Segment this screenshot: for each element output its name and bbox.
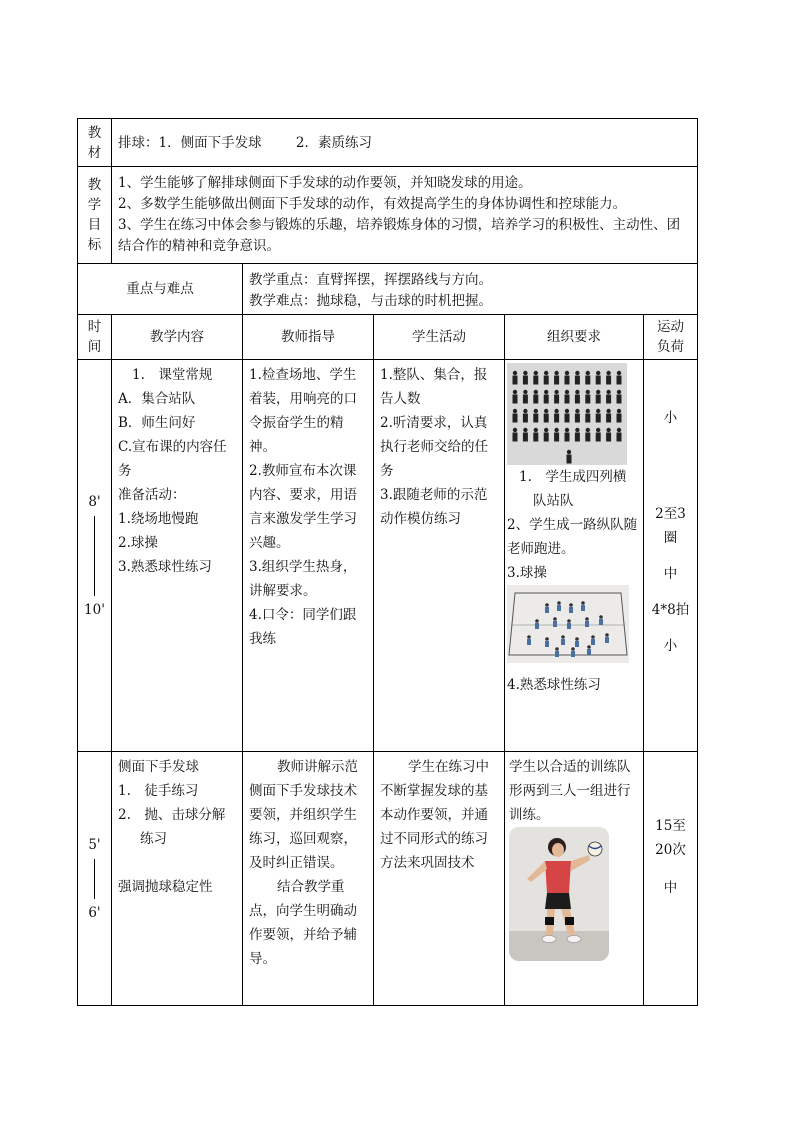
time-start: 5' xyxy=(88,836,101,853)
player-figure xyxy=(545,603,549,613)
header-time: 时 间 xyxy=(78,315,112,360)
student-figure xyxy=(585,371,590,385)
player-figure xyxy=(527,635,531,645)
student-figure xyxy=(513,390,518,404)
student-figure xyxy=(617,428,622,442)
organization-cell: 1. 学生成四列横队站队 2、学生成一路纵队随老师跑进。 3.球操 4.熟悉球性练习 xyxy=(505,360,644,752)
player-figure xyxy=(569,603,573,613)
student-figure xyxy=(513,428,518,442)
student-figure xyxy=(575,371,580,385)
organization-cell: 学生以合适的训练队形两到三人一组进行训练。 xyxy=(505,752,644,1006)
load-cell: 小 2至3圈 中 4*8拍 小 xyxy=(644,360,698,752)
ball-drill-image xyxy=(507,585,629,663)
teacher-cell: 教师讲解示范侧面下手发球技术要领，并组织学生练习，巡回观察，及时纠正错误。 结合教学重点，向学生明确动作要领，并给予辅导。 xyxy=(243,752,374,1006)
student-figure xyxy=(513,409,518,423)
student-figure xyxy=(606,390,611,404)
header-student: 学生活动 xyxy=(374,315,505,360)
header-organization: 组织要求 xyxy=(505,315,644,360)
student-figure xyxy=(554,371,559,385)
student-figure xyxy=(533,409,538,423)
player-figure xyxy=(555,647,559,657)
key-points-row xyxy=(78,264,698,315)
student-figure xyxy=(533,390,538,404)
student-figure xyxy=(606,409,611,423)
lesson-row-warmup xyxy=(78,360,698,752)
student-figure xyxy=(585,428,590,442)
student-figure xyxy=(533,371,538,385)
player-figure xyxy=(581,601,585,611)
content-cell: 侧面下手发球 1. 徒手练习 2. 抛、击球分解练习 强调抛球稳定性 xyxy=(112,752,243,1006)
student-figure xyxy=(575,428,580,442)
material-row xyxy=(78,119,698,167)
player-figure xyxy=(605,633,609,643)
header-teacher: 教师指导 xyxy=(243,315,374,360)
player-figure xyxy=(561,635,565,645)
student-figure xyxy=(596,428,601,442)
player-figure xyxy=(575,637,579,647)
student-figure xyxy=(596,371,601,385)
player-figure xyxy=(557,601,561,611)
student-figure xyxy=(554,409,559,423)
student-figure xyxy=(617,371,622,385)
teaching-focus: 教学重点：直臂挥摆，挥摆路线与方向。 xyxy=(249,271,492,288)
lesson-plan-table xyxy=(77,118,698,1006)
ball-drill-figure xyxy=(507,585,629,663)
student-figure xyxy=(523,390,528,404)
material-content: 排球：1．侧面下手发球 2．素质练习 xyxy=(112,119,698,167)
student-figure xyxy=(585,390,590,404)
student-figure xyxy=(565,409,570,423)
four-row-formation-figure xyxy=(507,363,627,465)
player-figure xyxy=(553,617,557,627)
player-figure xyxy=(591,635,595,645)
content-cell: 1. 课堂常规 A．集合站队 B．师生问好 C.宣布课的内容任务 准备活动： 1.绕场地慢跑 2.球操 3.熟悉球性练习 xyxy=(112,360,243,752)
student-figure xyxy=(585,409,590,423)
serve-demo-photo xyxy=(509,827,609,961)
time-divider xyxy=(94,516,95,596)
time-start: 8' xyxy=(88,493,101,510)
header-load: 运动 负荷 xyxy=(644,315,698,360)
student-figure xyxy=(617,409,622,423)
student-figure xyxy=(596,409,601,423)
volleyball-player-figure xyxy=(509,827,609,961)
student-cell: 学生在练习中不断掌握发球的基本动作要领，并通过不同形式的练习方法来巩固技术 xyxy=(374,752,505,1006)
objectives-row xyxy=(78,167,698,264)
time-divider xyxy=(94,859,95,899)
student-figure xyxy=(596,390,601,404)
time-end: 6' xyxy=(88,904,101,921)
objective-line: 1、学生能够了解排球侧面下手发球的动作要领，并知晓发球的用途。 xyxy=(118,175,532,191)
player-figure xyxy=(571,647,575,657)
teacher-figure xyxy=(567,450,572,464)
load-cell: 15至20次 中 xyxy=(644,752,698,1006)
formation-image xyxy=(507,363,627,465)
player-figure xyxy=(567,619,571,629)
time-cell xyxy=(78,360,112,752)
objectives-label: 教 学 目 标 xyxy=(78,167,112,264)
student-figure xyxy=(575,409,580,423)
player-figure xyxy=(585,617,589,627)
student-figure xyxy=(523,409,528,423)
student-cell: 1.整队、集合，报告人数 2.听清要求，认真执行老师交给的任务 3.跟随老师的示范动作模仿练习 xyxy=(374,360,505,752)
student-figure xyxy=(565,371,570,385)
student-figure xyxy=(533,428,538,442)
student-figure xyxy=(544,390,549,404)
student-figure xyxy=(554,428,559,442)
player-figure xyxy=(599,615,603,625)
student-figure xyxy=(523,371,528,385)
student-figure xyxy=(523,428,528,442)
teacher-cell: 1.检查场地、学生着装，用响亮的口令振奋学生的精神。 2.教师宣布本次课内容、要求，用语言来激发学生学习兴趣。 3.组织学生热身，讲解要求。 4.口令：同学们跟我练 xyxy=(243,360,374,752)
player-figure xyxy=(545,637,549,647)
key-points-content xyxy=(243,264,698,315)
lesson-plan xyxy=(77,118,697,1006)
student-figure xyxy=(575,390,580,404)
objective-line: 2、多数学生能够做出侧面下手发球的动作，有效提高学生的身体协调性和控球能力。 xyxy=(118,196,627,212)
student-figure xyxy=(544,409,549,423)
student-figure xyxy=(606,428,611,442)
player-figure xyxy=(587,645,591,655)
student-figure xyxy=(544,428,549,442)
student-figure xyxy=(617,390,622,404)
teaching-difficulty: 教学难点：抛球稳，与击球的时机把握。 xyxy=(249,292,492,309)
objectives-content xyxy=(112,167,698,264)
column-header-row xyxy=(78,315,698,360)
student-figure xyxy=(554,390,559,404)
objective-line: 3、学生在练习中体会参与锻炼的乐趣，培养锻炼身体的习惯，培养学习的积极性、主动性、团结合作的精神和竞争意识。 xyxy=(118,217,681,254)
lesson-row-serve xyxy=(78,752,698,1006)
student-figure xyxy=(513,371,518,385)
student-figure xyxy=(565,390,570,404)
time-end: 10' xyxy=(84,601,105,618)
player-figure xyxy=(535,619,539,629)
header-content: 教学内容 xyxy=(112,315,243,360)
student-figure xyxy=(544,371,549,385)
material-label: 教 材 xyxy=(78,119,112,167)
time-cell xyxy=(78,752,112,1006)
student-figure xyxy=(606,371,611,385)
key-points-label: 重点与难点 xyxy=(78,264,243,315)
student-figure xyxy=(565,428,570,442)
